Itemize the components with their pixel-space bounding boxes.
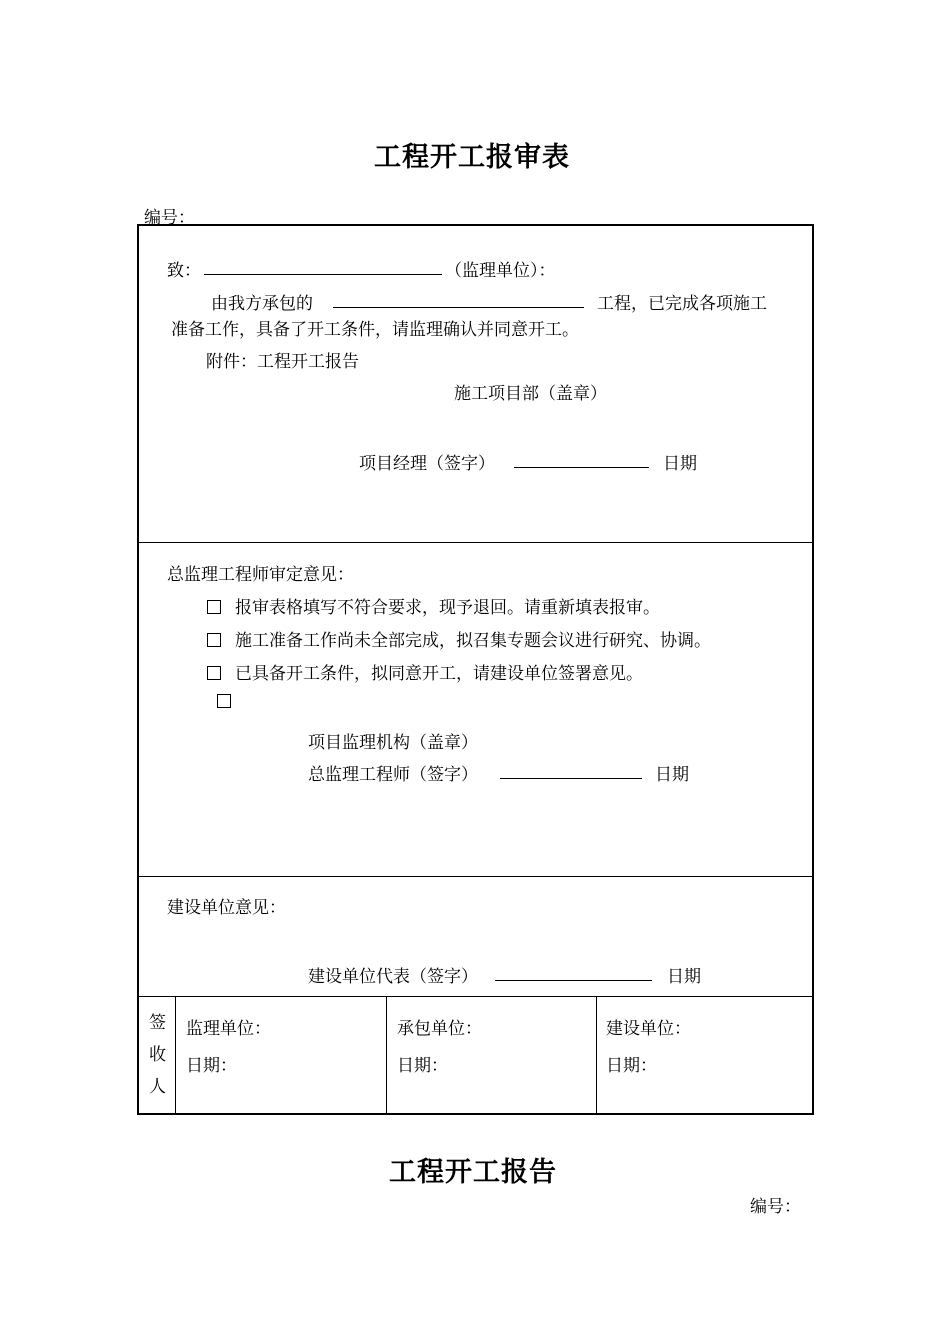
option-2-label: 施工准备工作尚未全部完成，拟召集专题会议进行研究、协调。: [235, 631, 711, 651]
chief-sign-label: 总监理工程师（签字）: [308, 765, 478, 785]
receipt-supervisor-unit: 监理单位：: [186, 1019, 271, 1039]
checkbox-icon[interactable]: [207, 600, 221, 614]
option-1-label: 报审表格填写不符合要求，现予退回。请重新填表报审。: [235, 598, 660, 618]
receipt-contractor-unit: 承包单位：: [397, 1019, 482, 1039]
chief-opinion-heading: 总监理工程师审定意见：: [167, 565, 354, 585]
receipt-divider-1: [386, 996, 387, 1113]
pm-sign-label: 项目经理（签字）: [359, 454, 495, 474]
owner-rep-sign-label: 建设单位代表（签字）: [308, 967, 478, 987]
second-number-label: 编号：: [750, 1197, 801, 1217]
receipt-side-char-2: 收: [149, 1045, 166, 1065]
supervision-org-seal: 项目监理机构（盖章）: [308, 733, 478, 753]
divider-3: [139, 996, 812, 997]
option-3[interactable]: [207, 659, 643, 684]
option-2[interactable]: [207, 626, 711, 651]
receipt-owner-date: 日期：: [606, 1056, 657, 1076]
checkbox-icon[interactable]: [207, 666, 221, 680]
pm-sign-field[interactable]: [514, 467, 649, 468]
page-title: 工程开工报审表: [374, 142, 570, 173]
receipt-divider-0: [175, 996, 176, 1113]
supervisor-unit-field[interactable]: [204, 274, 442, 275]
to-label: 致：: [167, 261, 201, 281]
supervisor-unit-label: （监理单位）：: [445, 261, 556, 281]
pm-date-label: 日期: [663, 454, 697, 474]
receipt-side-char-1: 签: [149, 1013, 166, 1033]
receipt-side-char-3: 人: [149, 1077, 166, 1097]
divider-1: [139, 542, 812, 543]
checkbox-icon[interactable]: [207, 633, 221, 647]
option-3-label: 已具备开工条件，拟同意开工，请建设单位签署意见。: [235, 664, 643, 684]
owner-opinion-heading: 建设单位意见：: [167, 898, 286, 918]
receipt-supervisor-date: 日期：: [186, 1056, 237, 1076]
divider-2: [139, 876, 812, 877]
option-1[interactable]: [207, 593, 660, 618]
receipt-divider-2: [596, 996, 597, 1113]
owner-rep-sign-field[interactable]: [495, 980, 652, 981]
chief-date-label: 日期: [655, 765, 689, 785]
attachment-label: 附件：工程开工报告: [206, 352, 359, 372]
body-line2: 准备工作，具备了开工条件，请监理确认并同意开工。: [171, 320, 579, 340]
body-suffix: 工程，已完成各项施工: [597, 294, 767, 314]
form-table: [137, 224, 814, 1115]
project-name-field[interactable]: [333, 307, 584, 308]
option-4[interactable]: [217, 692, 245, 712]
receipt-owner-unit: 建设单位：: [606, 1019, 691, 1039]
body-prefix: 由我方承包的: [211, 294, 313, 314]
chief-sign-field[interactable]: [500, 778, 642, 779]
receipt-contractor-date: 日期：: [397, 1056, 448, 1076]
construction-dept-seal: 施工项目部（盖章）: [454, 384, 607, 404]
owner-date-label: 日期: [667, 967, 701, 987]
checkbox-icon[interactable]: [217, 694, 231, 708]
form-number-label: 编号：: [144, 208, 195, 228]
second-page-title: 工程开工报告: [389, 1157, 557, 1188]
